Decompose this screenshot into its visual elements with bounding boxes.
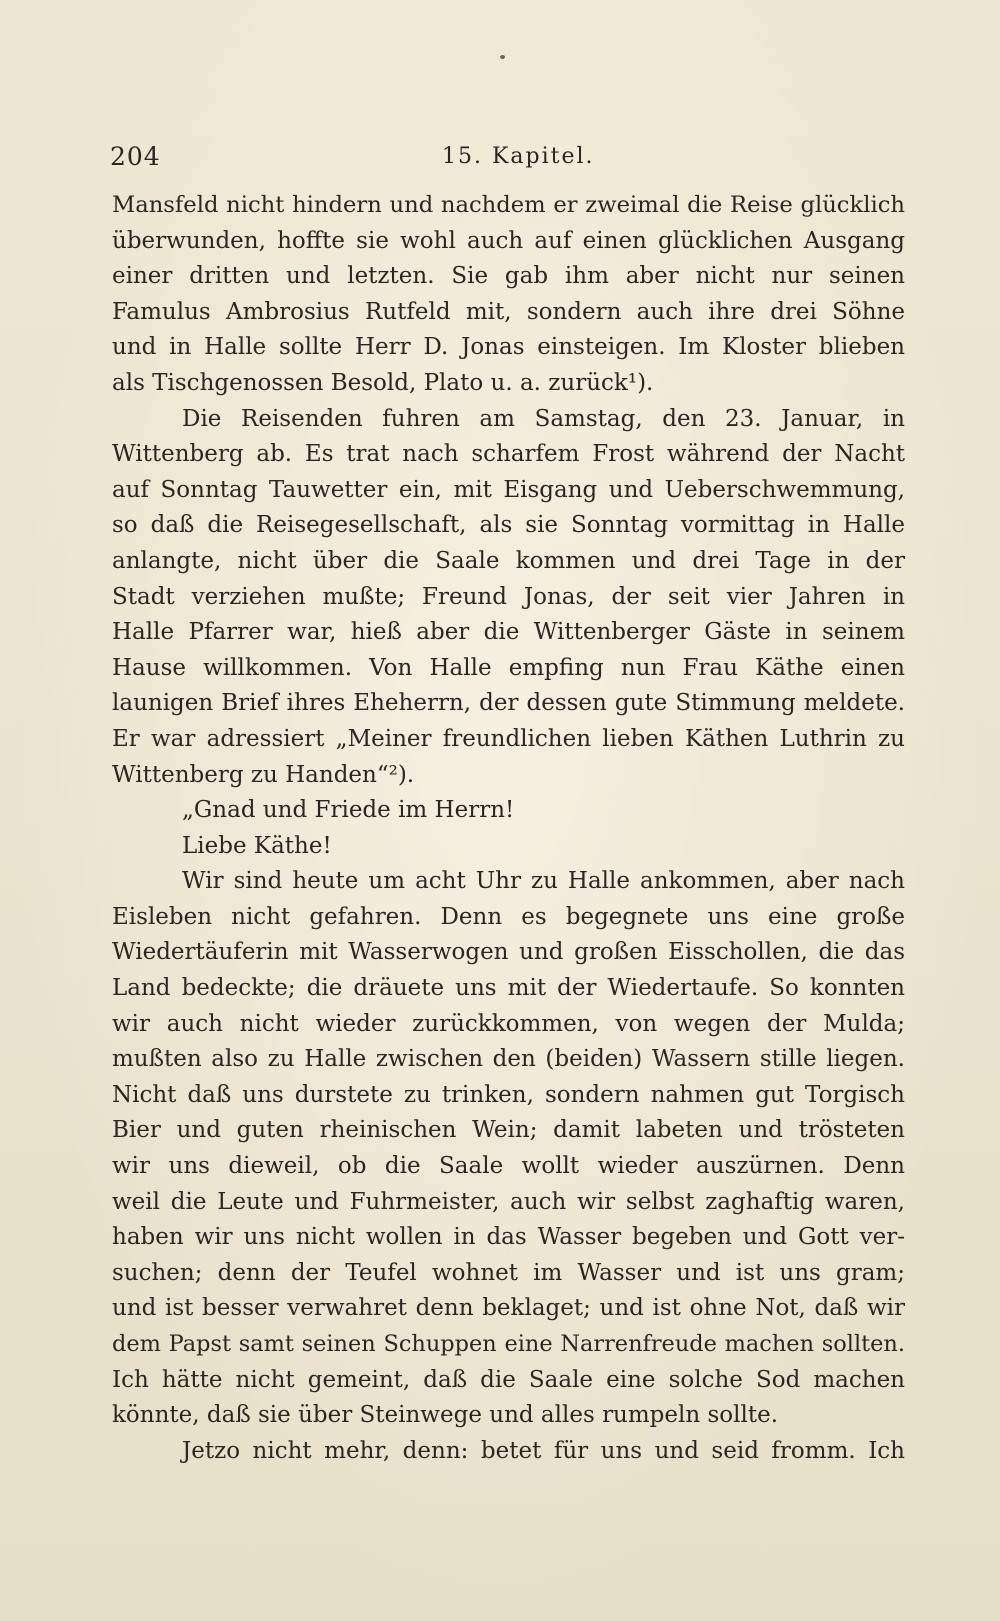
letter-salutation bbox=[112, 829, 905, 865]
paragraph-2 bbox=[112, 402, 905, 794]
text-line: Wir sind heute um acht Uhr zu Halle ankommen, aber nach bbox=[182, 868, 905, 895]
text-line: suchen; denn der Teufel wohnet im Wasser und ist uns gram; bbox=[112, 1259, 905, 1286]
text-line: Stadt verziehen mußte; Freund Jonas, der seit vier Jahren in bbox=[112, 583, 905, 610]
text-line: Bier und guten rheinischen Wein; damit labeten und trösteten bbox=[112, 1117, 905, 1144]
text-line: Liebe Käthe! bbox=[182, 832, 332, 859]
page-number: 204 bbox=[110, 142, 161, 171]
text-line: Wittenberg zu Handen“²). bbox=[112, 761, 415, 788]
text-line: Halle Pfarrer war, hieß aber die Wittenberger Gäste in seinem bbox=[112, 619, 905, 646]
text-line: als Tischgenossen Besold, Plato u. a. zurück¹). bbox=[112, 369, 654, 396]
text-line: Wiedertäuferin mit Wasserwogen und großen Eisschollen, die das bbox=[112, 939, 905, 966]
text-line: könnte, daß sie über Steinwege und alles rumpeln sollte. bbox=[112, 1402, 779, 1429]
text-line: wir uns dieweil, ob die Saale wollt wieder auszürnen. Denn bbox=[112, 1153, 905, 1180]
text-line: Jetzo nicht mehr, denn: betet für uns und seid fromm. Ich bbox=[182, 1437, 905, 1464]
text-line: Nicht daß uns durstete zu trinken, sondern nahmen gut Torgisch bbox=[112, 1081, 905, 1108]
text-line: einer dritten und letzten. Sie gab ihm aber nicht nur seinen bbox=[112, 263, 905, 290]
text-line: Famulus Ambrosius Rutfeld mit, sondern auch ihre drei Söhne bbox=[112, 298, 905, 325]
text-line: launigen Brief ihres Eheherrn, der dessen gute Stimmung meldete. bbox=[112, 690, 905, 717]
text-line: Die Reisenden fuhren am Samstag, den 23. Januar, in bbox=[182, 405, 905, 432]
text-line: Er war adressiert „Meiner freundlichen lieben Käthen Luthrin zu bbox=[112, 725, 905, 752]
text-line: dem Papst samt seinen Schuppen eine Narrenfreude machen sollten. bbox=[112, 1331, 905, 1357]
text-line: und in Halle sollte Herr D. Jonas einsteigen. Im Kloster blieben bbox=[112, 334, 905, 361]
text-line: so daß die Reisegesellschaft, als sie Sonntag vormittag in Halle bbox=[112, 512, 905, 539]
text-line: überwunden, hoffte sie wohl auch auf einen glücklichen Ausgang bbox=[112, 227, 905, 254]
text-line: und ist besser verwahret denn beklaget; und ist ohne Not, daß wir bbox=[112, 1295, 905, 1322]
text-line: Eisleben nicht gefahren. Denn es begegnete uns eine große bbox=[112, 903, 905, 930]
text-line: Wittenberg ab. Es trat nach scharfem Frost während der Nacht bbox=[112, 441, 905, 468]
text-line: „Gnad und Friede im Herrn! bbox=[182, 797, 515, 824]
text-line: mußten also zu Halle zwischen den (beiden) Wassern stille liegen. bbox=[112, 1046, 905, 1073]
text-line: haben wir uns nicht wollen in das Wasser begeben und Gott ver- bbox=[112, 1224, 905, 1251]
ink-speck bbox=[500, 55, 505, 59]
letter-greeting bbox=[112, 793, 905, 829]
text-line: Mansfeld nicht hindern und nachdem er zweimal die Reise glücklich bbox=[112, 192, 905, 218]
text-line: wir auch nicht wieder zurückkommen, von wegen der Mulda; bbox=[112, 1010, 905, 1037]
letter-body bbox=[112, 864, 905, 1434]
chapter-title: 15. Kapitel. bbox=[442, 144, 595, 169]
paragraph-1 bbox=[112, 188, 905, 402]
text-line: Ich hätte nicht gemeint, daß die Saale eine solche Sod machen bbox=[112, 1366, 905, 1393]
text-line: weil die Leute und Fuhrmeister, auch wir selbst zaghaftig waren, bbox=[112, 1188, 905, 1215]
body-text bbox=[112, 188, 905, 1469]
running-header bbox=[110, 142, 910, 178]
text-line: Hause willkommen. Von Halle empfing nun Frau Käthe einen bbox=[112, 654, 905, 681]
text-line: Land bedeckte; die dräuete uns mit der Wiedertaufe. So konnten bbox=[112, 975, 905, 1002]
letter-closing bbox=[112, 1434, 905, 1470]
text-line: anlangte, nicht über die Saale kommen und drei Tage in der bbox=[112, 547, 905, 574]
text-line: auf Sonntag Tauwetter ein, mit Eisgang und Ueberschwemmung, bbox=[112, 476, 905, 503]
